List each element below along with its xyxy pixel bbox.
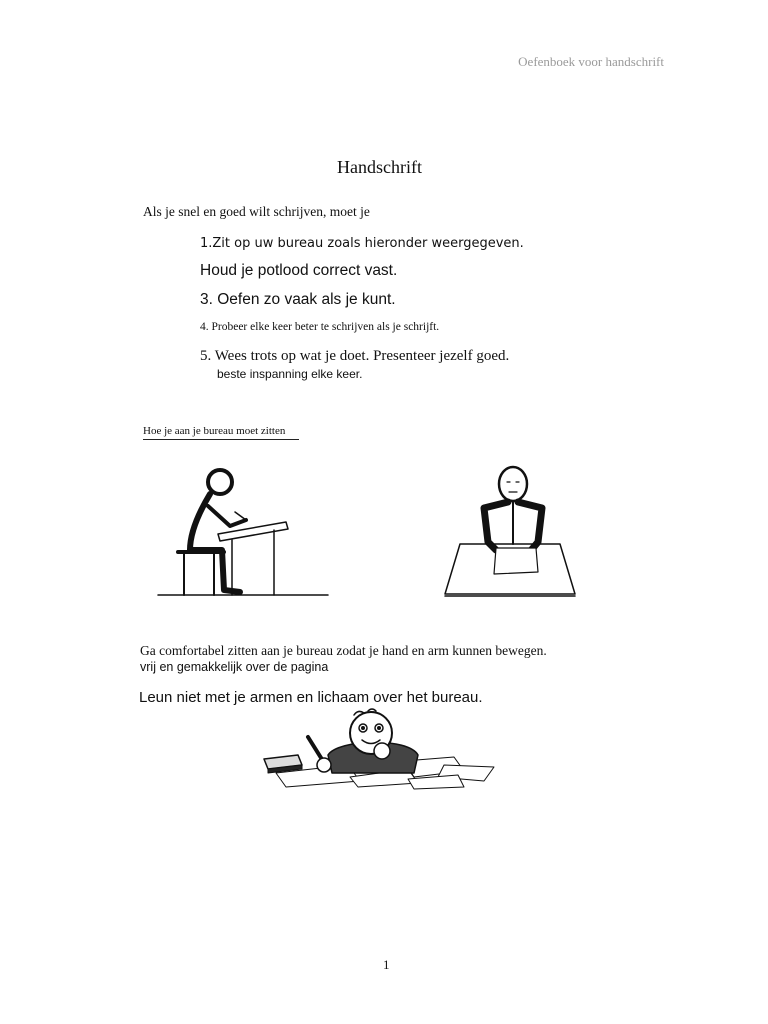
page-title: Handschrift <box>337 157 422 177</box>
paragraph-posture: Ga comfortabel zitten aan je bureau zodat je hand en arm kunnen bewegen. <box>140 643 547 658</box>
paragraph-warning: Leun niet met je armen en lichaam over het bureau. <box>139 689 483 706</box>
section-heading: Hoe je aan je bureau moet zitten <box>143 425 299 440</box>
list-item-5-continuation: beste inspanning elke keer. <box>217 367 363 381</box>
list-item-3: 3. Oefen zo vaak als je kunt. <box>200 291 396 308</box>
list-item-2: Houd je potlood correct vast. <box>200 262 398 279</box>
running-header: Oefenboek voor handschrift <box>518 54 664 69</box>
list-item-5: 5. Wees trots op wat je doet. Presenteer jezelf goed. <box>200 348 510 364</box>
cartoon-child-leaning-over-papers-icon <box>258 707 508 792</box>
list-item-1: 1.Zit op uw bureau zoals hieronder weergegeven. <box>200 236 524 251</box>
side-view-sitting-at-desk-icon <box>150 462 335 602</box>
page-number: 1 <box>383 957 390 972</box>
paragraph-posture-continuation: vrij en gemakkelijk over de pagina <box>140 660 329 674</box>
list-item-4: 4. Probeer elke keer beter te schrijven als je schrijft. <box>200 321 440 333</box>
front-view-sitting-at-desk-icon <box>440 462 590 600</box>
intro-sentence: Als je snel en goed wilt schrijven, moet je <box>143 204 370 219</box>
